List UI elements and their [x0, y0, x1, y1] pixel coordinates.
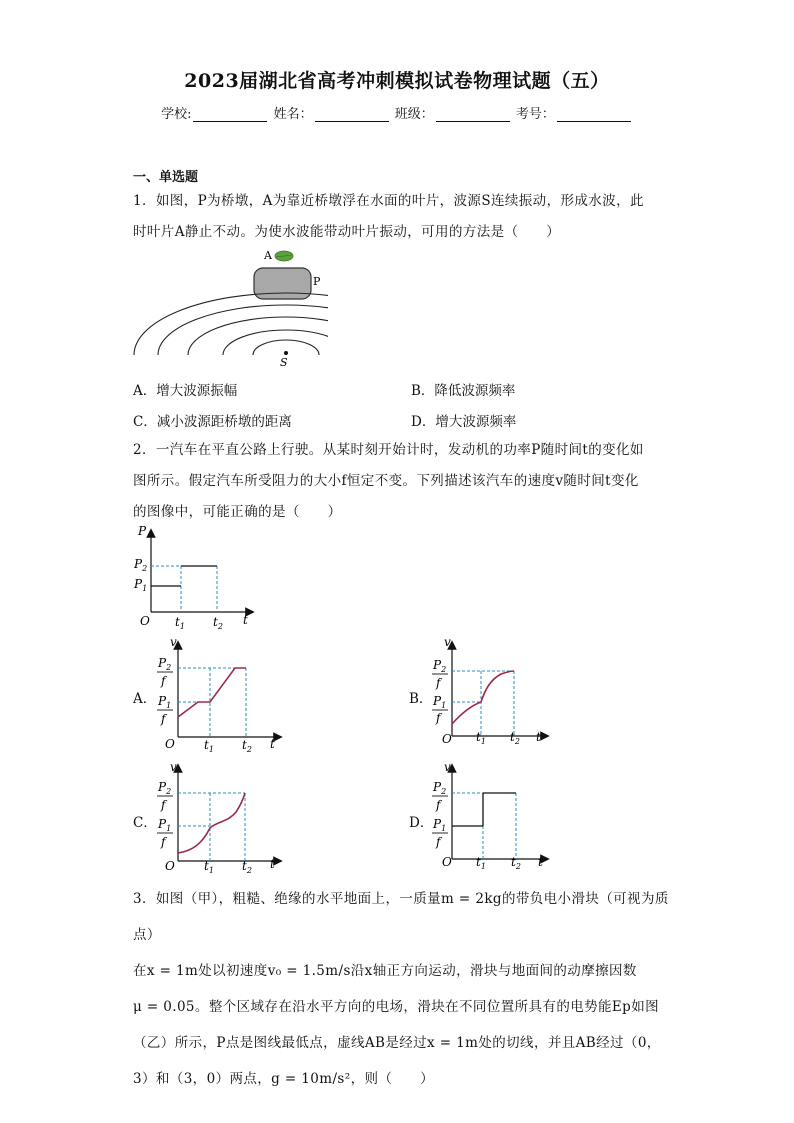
svg-text:P1: $P_1$: [158, 694, 172, 710]
t1-label: $t_1$: [175, 615, 185, 631]
q1-line1: 1．如图，P为桥墩，A为靠近桥墩浮在水面的叶片，波源S连续振动，形成水波，此: [133, 193, 644, 209]
pier-shape: [254, 268, 311, 299]
q1-text: [133, 186, 663, 248]
p2-label: $P_2$: [134, 557, 148, 573]
vt-graph-a[interactable]: [150, 635, 285, 753]
t-axis-label: t: [270, 737, 275, 751]
svg-text:f: f: [436, 676, 441, 690]
axis-label-p: P: [138, 525, 147, 538]
velocity-step-line: [452, 793, 516, 826]
svg-text:t1: $t_1$: [476, 855, 486, 871]
q2-choice-c-label[interactable]: C．: [133, 815, 157, 831]
q2-line1: 2．一汽车在平直公路上行驶。从某时刻开始计时，发动机的功率P随时间t的变化如: [133, 442, 644, 458]
q2-choice-a-label[interactable]: A．: [133, 691, 157, 707]
svg-text:P2: $P_2$: [158, 656, 172, 672]
class-blank[interactable]: [436, 107, 510, 122]
q3-line1: 3．如图（甲），粗糙、绝缘的水平地面上，一质量m = 2kg的带负电小滑块（可视为质点）: [133, 891, 669, 943]
svg-text:P1: $P_1$: [158, 817, 172, 833]
svg-text:t1: $t_1$: [476, 730, 486, 746]
page-title: 2023届湖北省高考冲刺模拟试卷物理试题（五）: [184, 70, 610, 92]
velocity-curve: [178, 793, 245, 853]
svg-text:P2: $P_2$: [158, 780, 172, 796]
svg-text:f: f: [161, 835, 166, 849]
wave-arcs: [134, 293, 328, 355]
q3-line4: （乙）所示，P点是图线最低点，虚线AB是经过x = 1m处的切线，并且AB经过（0，: [133, 1035, 661, 1051]
number-label: 考号：: [515, 107, 555, 122]
vt-graph-b[interactable]: [425, 635, 560, 753]
y-frac-labels: [157, 780, 173, 849]
wave-source-dot: [284, 351, 288, 355]
q1-option-d[interactable]: D．增大波源频率: [411, 414, 517, 430]
svg-text:P2: $P_2$: [433, 780, 447, 796]
origin-label: O: [165, 859, 175, 873]
q2-line2: 图所示。假定汽车所受阻力的大小f恒定不变。下列描述该汽车的速度v随时间t变化: [133, 473, 639, 489]
svg-text:P1: $P_1$: [433, 817, 447, 833]
dash-guides: [452, 671, 514, 736]
svg-text:t2: $t_2$: [511, 855, 521, 871]
axis-label-t: t: [243, 613, 248, 627]
svg-text:P1: $P_1$: [433, 694, 447, 710]
class-label: 班级：: [394, 107, 434, 122]
school-blank[interactable]: [193, 107, 267, 122]
y-frac-labels: [157, 656, 173, 726]
svg-text:f: f: [436, 711, 441, 725]
q1-line2: 时叶片A静止不动。为使水波能带动叶片振动，可用的方法是（ ）: [133, 224, 561, 240]
t-axis-label: t: [270, 857, 275, 871]
svg-text:f: f: [436, 835, 441, 849]
power-dash-guides: [151, 566, 217, 612]
q3-text: [133, 881, 678, 1097]
q1-wave-figure: [128, 245, 328, 370]
q1-option-b[interactable]: B．降低波源频率: [411, 383, 516, 399]
svg-text:t2: $t_2$: [242, 738, 252, 753]
q1-option-a[interactable]: A．增大波源振幅: [133, 383, 238, 399]
svg-text:t2: $t_2$: [242, 859, 252, 875]
q3-line3: μ = 0.05。整个区域存在沿水平方向的电场，滑块在不同位置所具有的电势能Ep如图: [133, 999, 660, 1015]
label-p: P: [313, 275, 321, 288]
q2-text: [133, 435, 663, 528]
v-axis-label: v: [170, 635, 177, 649]
q2-choice-d-label[interactable]: D．: [409, 815, 434, 831]
origin-label: O: [442, 732, 452, 746]
svg-text:f: f: [161, 712, 166, 726]
origin-label: O: [140, 614, 150, 628]
v-axis-label: v: [170, 760, 177, 774]
svg-text:t1: $t_1$: [204, 859, 214, 875]
vt-graph-d[interactable]: [425, 760, 560, 878]
v-axis-label: v: [444, 760, 451, 774]
origin-label: O: [442, 855, 452, 869]
q3-line5: 3）和（3，0）两点，g = 10m/s²，则（ ）: [133, 1071, 434, 1087]
q1-option-c[interactable]: C．减小波源距桥墩的距离: [133, 414, 292, 430]
q2-line3: 的图像中，可能正确的是（ ）: [133, 504, 342, 520]
v-axis-label: v: [444, 635, 451, 649]
power-time-graph: [128, 525, 268, 633]
t-axis-label: t: [538, 855, 543, 869]
section-title: 一、单选题: [133, 170, 199, 185]
origin-label: O: [165, 737, 175, 751]
number-blank[interactable]: [557, 107, 631, 122]
t2-label: $t_2$: [213, 615, 223, 631]
svg-text:f: f: [436, 798, 441, 812]
student-info-line: [0, 103, 794, 122]
label-s: S: [280, 356, 288, 369]
p1-label: $P_1$: [134, 577, 148, 593]
q3-line2: 在x = 1m处以初速度v₀ = 1.5m/s沿x轴正方向运动，滑块与地面间的动摩擦因数: [133, 963, 637, 979]
vt-graph-c[interactable]: [150, 760, 285, 878]
svg-text:t2: $t_2$: [510, 730, 520, 746]
name-blank[interactable]: [315, 107, 389, 122]
school-label: 学校:: [161, 107, 192, 122]
y-frac-labels: [432, 658, 448, 725]
name-label: 姓名：: [273, 107, 313, 122]
svg-text:f: f: [161, 674, 166, 688]
y-frac-labels: [432, 780, 448, 849]
svg-text:t1: $t_1$: [204, 738, 214, 753]
velocity-curve: [452, 671, 514, 724]
dash-guides: [178, 668, 246, 737]
label-a: A: [264, 249, 272, 262]
q2-choice-b-label[interactable]: B．: [409, 691, 433, 707]
svg-text:P2: $P_2$: [433, 658, 447, 674]
svg-text:f: f: [161, 798, 166, 812]
power-step-line: [151, 566, 217, 586]
t-axis-label: t: [536, 730, 541, 744]
velocity-curve: [178, 668, 246, 717]
